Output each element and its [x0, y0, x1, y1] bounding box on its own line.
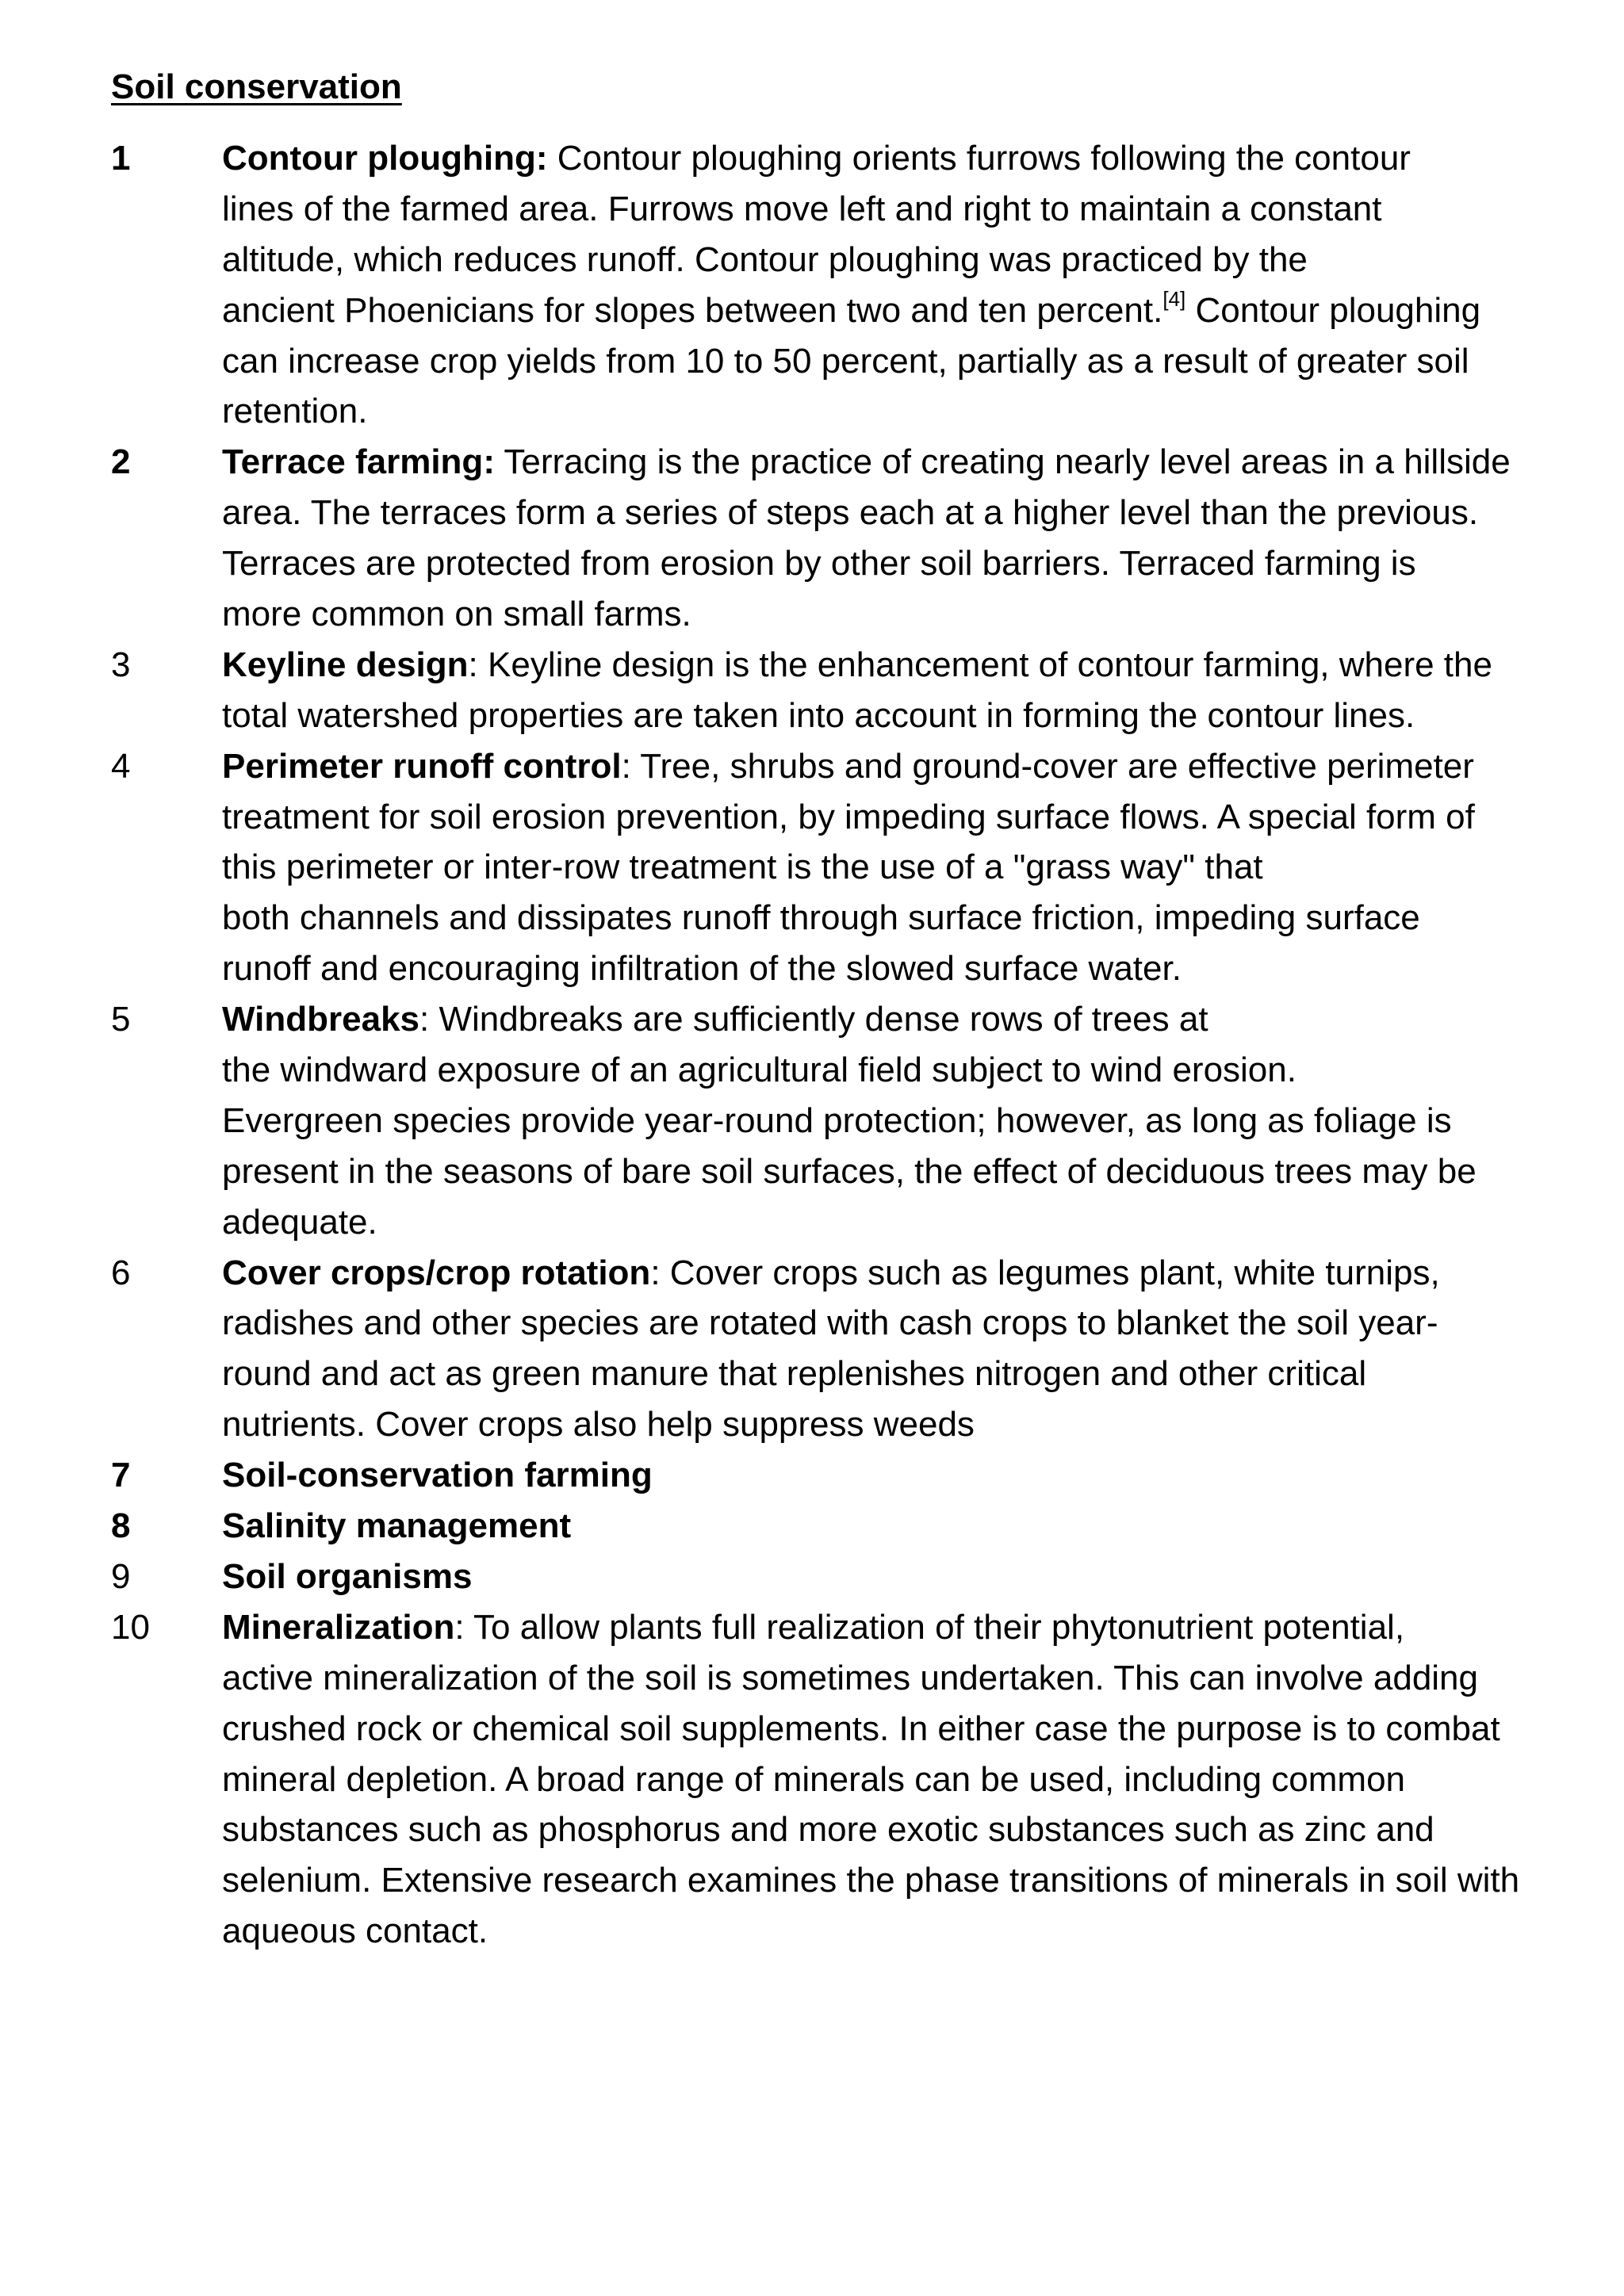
item-line: active mineralization of the soil is sometimes undertaken. This can involve adding: [222, 1658, 1478, 1697]
item-line: Evergreen species provide year-round protection; however, as long as foliage is: [222, 1100, 1452, 1140]
item-term: Cover crops/crop rotation: [222, 1253, 651, 1292]
item-line: present in the seasons of bare soil surfaces, the effect of deciduous trees may be: [222, 1151, 1477, 1191]
item-content: [222, 1602, 1538, 1957]
item-line: substances such as phosphorus and more exotic substances such as zinc and: [222, 1810, 1434, 1850]
item-line: the windward exposure of an agricultural field subject to wind erosion.: [222, 1050, 1297, 1090]
item-line: [222, 285, 1538, 336]
item-text: Contour ploughing: [1195, 290, 1481, 330]
item-line: [222, 1602, 1538, 1653]
item-line: altitude, which reduces runoff. Contour ploughing was practiced by the: [222, 239, 1308, 279]
item-line: [222, 437, 1538, 488]
list-item: [111, 741, 1538, 994]
list-item: [111, 1552, 1538, 1602]
item-content: [222, 1248, 1538, 1451]
list-item: [111, 437, 1538, 640]
item-number: 4: [111, 746, 131, 786]
item-text: : Tree, shrubs and ground-cover are effective perimeter: [621, 746, 1474, 786]
list-item: [111, 1248, 1538, 1451]
item-line: both channels and dissipates runoff through surface friction, impeding surface: [222, 898, 1420, 938]
item-content: [222, 640, 1538, 741]
item-term: Perimeter runoff control: [222, 746, 622, 786]
item-line: [222, 994, 1538, 1045]
list-item: [111, 1501, 1538, 1552]
item-line: lines of the farmed area. Furrows move left and right to maintain a constant: [222, 189, 1382, 228]
item-line: round and act as green manure that replenishes nitrogen and other critical: [222, 1354, 1367, 1394]
item-term: Salinity management: [222, 1506, 572, 1546]
footnote-reference: [4]: [1162, 287, 1186, 312]
item-number: 6: [111, 1253, 131, 1292]
item-term: Contour ploughing:: [222, 139, 548, 178]
item-content: [222, 741, 1538, 994]
item-term: Mineralization: [222, 1607, 455, 1647]
item-number: 5: [111, 1000, 131, 1039]
item-line: total watershed properties are taken into account in forming the contour lines.: [222, 695, 1415, 735]
item-term: Keyline design: [222, 645, 469, 684]
item-text: : To allow plants full realization of their phytonutrient potential,: [454, 1607, 1405, 1647]
item-term: Soil organisms: [222, 1556, 473, 1596]
item-term: Windbreaks: [222, 1000, 420, 1039]
item-number: 1: [111, 139, 131, 178]
item-line: [222, 640, 1538, 691]
list-item: [111, 133, 1538, 437]
item-content: [222, 437, 1538, 640]
item-number: 7: [111, 1456, 131, 1495]
item-text: : Cover crops such as legumes plant, white turnips,: [650, 1253, 1440, 1292]
item-line: [222, 741, 1538, 792]
item-line: selenium. Extensive research examines the phase transitions of minerals in soil with: [222, 1861, 1520, 1900]
item-line: crushed rock or chemical soil supplements. In either case the purpose is to combat: [222, 1709, 1500, 1748]
item-line: [222, 133, 1538, 184]
item-content: [222, 1450, 1538, 1501]
item-text: : Keyline design is the enhancement of contour farming, where the: [468, 645, 1492, 684]
item-number: 3: [111, 645, 131, 684]
item-term: Terrace farming:: [222, 442, 495, 482]
item-text: Terracing is the practice of creating nearly level areas in a hillside: [504, 442, 1511, 482]
list-item: [111, 994, 1538, 1247]
item-term: Soil-conservation farming: [222, 1456, 653, 1495]
item-line: mineral depletion. A broad range of minerals can be used, including common: [222, 1759, 1406, 1799]
item-content: [222, 1552, 1538, 1602]
item-line: runoff and encouraging infiltration of the slowed surface water.: [222, 949, 1182, 989]
item-content: [222, 994, 1538, 1247]
item-number: 2: [111, 442, 131, 482]
item-line: aqueous contact.: [222, 1911, 488, 1951]
item-line: nutrients. Cover crops also help suppress weeds: [222, 1405, 975, 1445]
item-line: Terraces are protected from erosion by other soil barriers. Terraced farming is: [222, 544, 1416, 584]
item-number: 10: [111, 1607, 150, 1647]
item-content: [222, 133, 1538, 437]
item-line: more common on small farms.: [222, 595, 691, 634]
item-line: radishes and other species are rotated with cash crops to blanket the soil year-: [222, 1303, 1438, 1343]
item-line: treatment for soil erosion prevention, by impeding surface flows. A special form of: [222, 797, 1475, 836]
item-line: retention.: [222, 392, 368, 431]
item-line: adequate.: [222, 1202, 377, 1242]
document-heading: Soil conservation: [111, 67, 402, 106]
item-line: area. The terraces form a series of steps each at a higher level than the previous.: [222, 493, 1479, 533]
item-number: 9: [111, 1556, 131, 1596]
conservation-list: [111, 133, 1538, 1957]
list-item: [111, 1602, 1538, 1957]
item-content: [222, 1501, 1538, 1552]
item-line: this perimeter or inter-row treatment is the use of a "grass way" that: [222, 848, 1263, 887]
item-text: Contour ploughing orients furrows following the contour: [557, 139, 1411, 178]
item-text: : Windbreaks are sufficiently dense rows of trees at: [419, 1000, 1208, 1039]
list-item: [111, 640, 1538, 741]
item-line: can increase crop yields from 10 to 50 percent, partially as a result of greater soil: [222, 341, 1469, 381]
list-item: [111, 1450, 1538, 1501]
item-line: [222, 1248, 1538, 1299]
item-number: 8: [111, 1506, 131, 1546]
item-text: ancient Phoenicians for slopes between two and ten percent.: [222, 290, 1163, 330]
